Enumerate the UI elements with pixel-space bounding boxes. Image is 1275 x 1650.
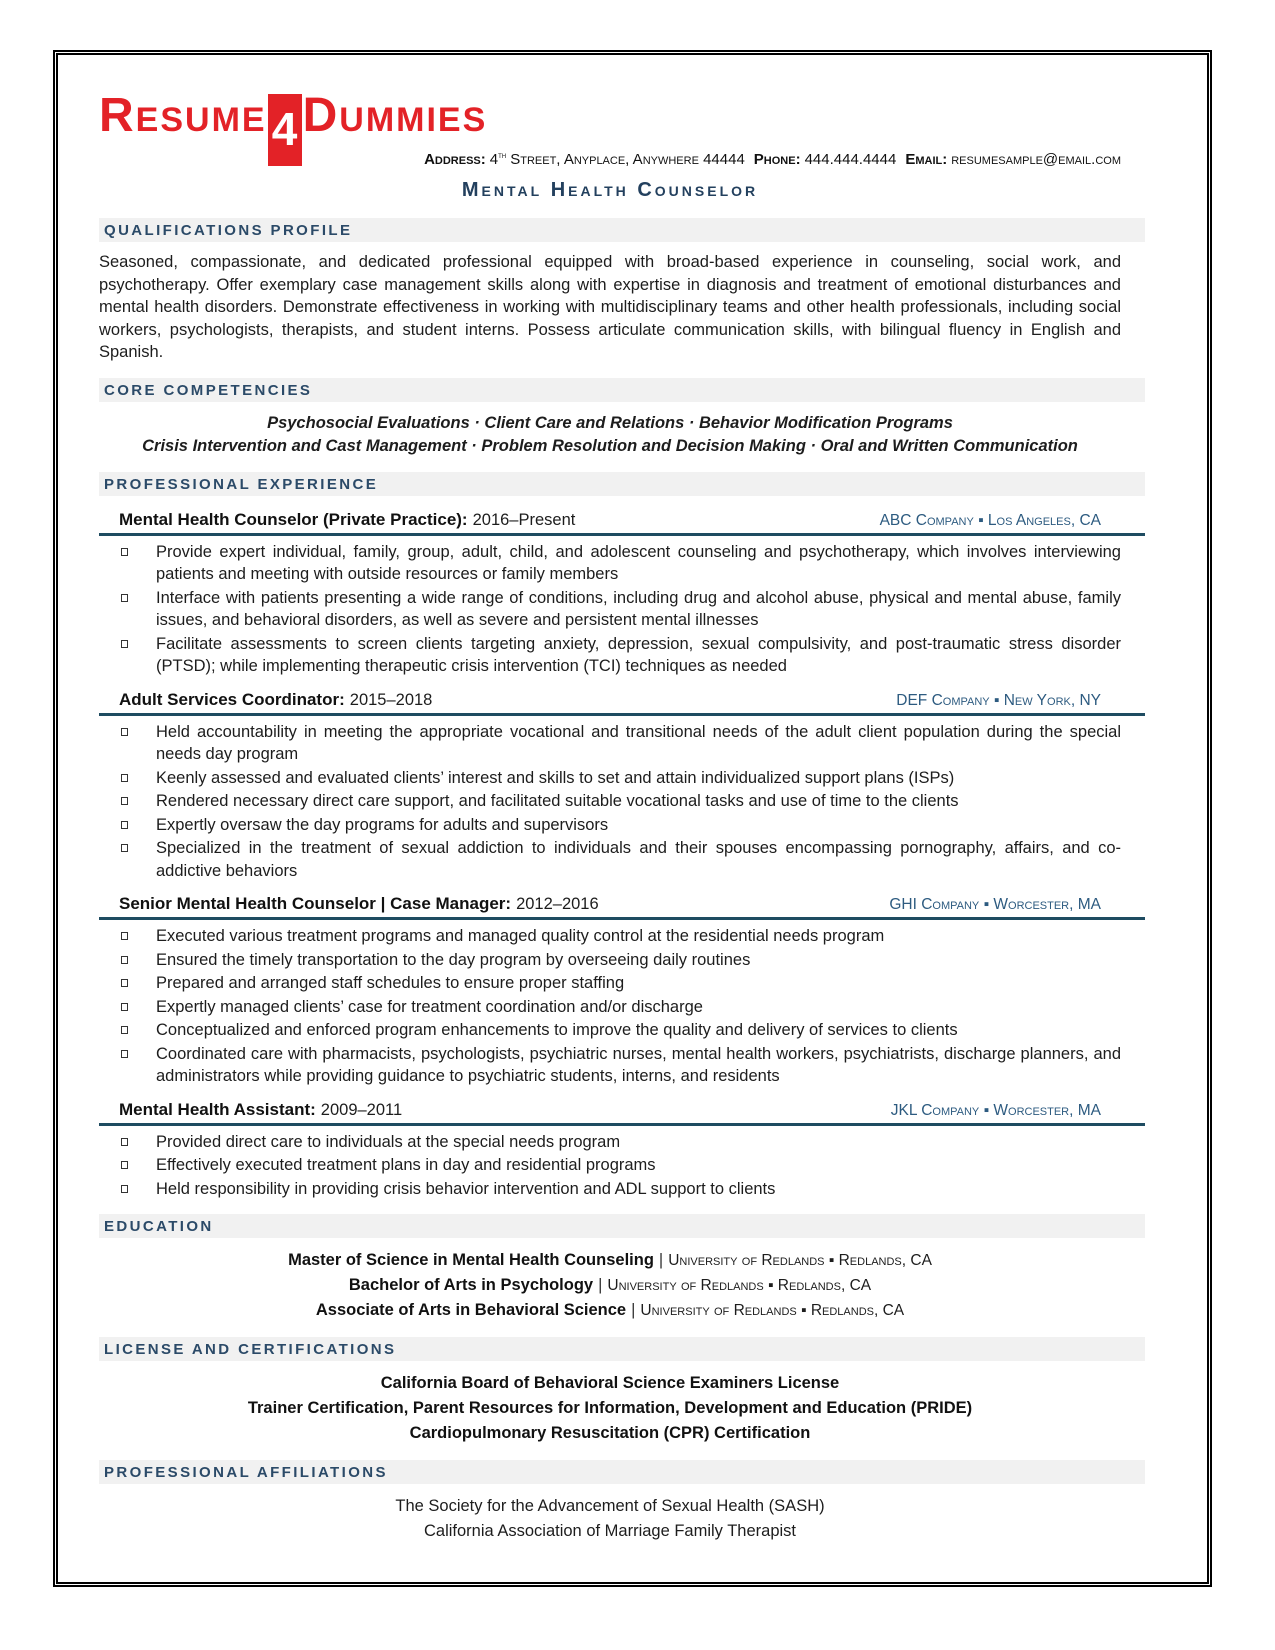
job-bullet — [99, 633, 1145, 678]
job-bullet — [99, 541, 1145, 586]
square-bullet-icon — [121, 1138, 128, 1146]
section-heading-license: LICENSE AND CERTIFICATIONS — [99, 1337, 1145, 1361]
job-bullet — [99, 767, 1145, 790]
job-dates: 2016–Present — [472, 510, 576, 529]
bullet-text: Expertly oversaw the day programs for adults and supervisors — [156, 815, 609, 834]
separator: | — [598, 1276, 603, 1294]
job-bullet-list — [99, 1131, 1145, 1201]
license-list — [99, 1371, 1121, 1446]
square-bullet-icon — [121, 774, 128, 782]
bullet-text: Expertly managed clients’ case for treatment coordination and/or discharge — [156, 997, 703, 1016]
logo-digit-4: 4 — [268, 94, 302, 166]
page-title: Mental Health Counselor — [461, 179, 759, 201]
section-heading-competencies: CORE COMPETENCIES — [99, 378, 1145, 402]
bullet-text: Provide expert individual, family, group, adult, child, and adolescent counseling and psychotherapy, which involves interviewing patients and meeting with outside resources or family members — [156, 542, 1121, 583]
bullet-text: Conceptualized and enforced program enhancements to improve the quality and delivery of services to clients — [156, 1021, 958, 1039]
job-header — [99, 510, 1145, 536]
square-bullet-icon — [121, 797, 128, 805]
separator: | — [631, 1301, 636, 1319]
degree-name: Bachelor of Arts in Psychology — [348, 1276, 594, 1294]
job-title-line — [119, 510, 575, 530]
job-entry-4 — [99, 1100, 1145, 1201]
square-bullet-icon — [121, 1026, 128, 1034]
logo-word-resume: RESUME — [99, 89, 267, 142]
job-header — [99, 690, 1145, 716]
education-list — [99, 1248, 1121, 1323]
job-title: Mental Health Assistant: — [119, 1099, 316, 1119]
job-bullet — [99, 814, 1145, 837]
job-bullet — [99, 721, 1145, 766]
job-bullet-list — [99, 925, 1145, 1088]
bullet-text: Keenly assessed and evaluated clients’ interest and skills to set and attain individualized support plans (ISPs) — [156, 768, 955, 787]
bullet-text: Prepared and arranged staff schedules to ensure proper staffing — [156, 974, 625, 992]
job-bullet — [99, 1178, 1145, 1201]
education-entry — [99, 1248, 1121, 1273]
square-bullet-icon — [121, 1003, 128, 1011]
bullet-text: Executed various treatment programs and managed quality control at the residential needs program — [156, 927, 885, 945]
square-bullet-icon — [121, 1185, 128, 1193]
certification-entry: California Board of Behavioral Science Examiners License — [380, 1374, 840, 1392]
job-bullet — [99, 587, 1145, 632]
job-company: DEF Company ▪ New York, NY — [896, 691, 1101, 709]
square-bullet-icon — [121, 844, 128, 852]
education-entry — [99, 1273, 1121, 1298]
address-value: Street, Anyplace, Anywhere 44444 — [510, 151, 745, 168]
job-header — [99, 894, 1145, 920]
job-bullet — [99, 837, 1145, 882]
address-ordinal: th — [498, 150, 507, 160]
square-bullet-icon — [121, 1050, 128, 1058]
competencies-list — [99, 412, 1121, 458]
job-bullet — [99, 790, 1145, 813]
job-bullet — [99, 925, 1145, 948]
job-title-line — [119, 1100, 402, 1120]
job-title: Mental Health Counselor (Private Practice): — [119, 509, 468, 529]
email-label: Email: — [905, 151, 948, 168]
bullet-text: Facilitate assessments to screen clients targeting anxiety, depression, sexual compulsivity, and post-traumatic stress disorder (PTSD); while implementing therapeutic crisis intervention (TCI) techniques as needed — [156, 634, 1121, 675]
section-heading-education: EDUCATION — [99, 1214, 1145, 1238]
bullet-text: Provided direct care to individuals at the special needs program — [156, 1132, 621, 1151]
resume-content — [99, 74, 1145, 1544]
square-bullet-icon — [121, 640, 128, 648]
contact-line — [99, 144, 1121, 171]
email-value: resumesample@email.com — [951, 151, 1121, 168]
competency-line: Psychosocial Evaluations · Client Care and Relations · Behavior Modification Programs — [267, 413, 953, 432]
phone-label: Phone: — [753, 151, 801, 168]
job-bullet — [99, 1154, 1145, 1177]
job-company: ABC Company ▪ Los Angeles, CA — [879, 511, 1101, 529]
square-bullet-icon — [121, 594, 128, 602]
school-name: University of Redlands ▪ Redlands, CA — [668, 1252, 932, 1269]
bullet-text: Effectively executed treatment plans in day and residential programs — [156, 1156, 656, 1174]
bullet-text: Coordinated care with pharmacists, psychologists, psychiatric nurses, mental health workers, psychiatrists, discharge planners, and administrators while providing guidance to psychiatric students, interns, and residents — [156, 1044, 1121, 1085]
square-bullet-icon — [121, 548, 128, 556]
affiliations-list — [99, 1494, 1121, 1544]
section-heading-qualifications: QUALIFICATIONS PROFILE — [99, 218, 1145, 242]
job-title: Adult Services Coordinator: — [119, 689, 345, 709]
bullet-text: Rendered necessary direct care support, and facilitated suitable vocational tasks and use of time to the clients — [156, 792, 959, 810]
separator: | — [658, 1251, 664, 1269]
bullet-text: Specialized in the treatment of sexual addiction to individuals and their spouses encompassing pornography, affairs, and co-addictive behaviors — [156, 839, 1121, 880]
job-title-line — [119, 894, 599, 914]
page-border-frame — [53, 50, 1212, 1587]
qualifications-paragraph: Seasoned, compassionate, and dedicated professional equipped with broad-based experience in counseling, social work, and psychotherapy. Offer exemplary case management skills along with expertise in diagnosis and treatment of emotional disturbances and mental health disorders. Demonstrate effectiveness in working with multidisciplinary teams and other health professionals, including social workers, psychologists, therapists, and student interns. Possess articulate communication skills, with bilingual fluency in English and Spanish. — [99, 253, 1121, 361]
degree-name: Master of Science in Mental Health Counseling — [288, 1251, 654, 1269]
education-entry — [99, 1298, 1121, 1323]
section-heading-experience: PROFESSIONAL EXPERIENCE — [99, 472, 1145, 496]
address-number: 4 — [489, 151, 499, 168]
square-bullet-icon — [121, 932, 128, 940]
square-bullet-icon — [121, 1161, 128, 1169]
job-entry-1 — [99, 510, 1145, 678]
square-bullet-icon — [121, 821, 128, 829]
square-bullet-icon — [121, 728, 128, 736]
bullet-text: Ensured the timely transportation to the day program by overseeing daily routines — [156, 950, 751, 969]
job-entry-2 — [99, 690, 1145, 883]
address-label: Address: — [424, 151, 486, 168]
certification-entry: Cardiopulmonary Resuscitation (CPR) Certification — [409, 1424, 811, 1442]
section-heading-affiliations: PROFESSIONAL AFFILIATIONS — [99, 1460, 1145, 1484]
job-bullet-list — [99, 541, 1145, 678]
job-company: GHI Company ▪ Worcester, MA — [889, 896, 1101, 913]
degree-name: Associate of Arts in Behavioral Science — [315, 1301, 627, 1319]
bullet-text: Interface with patients presenting a wide range of conditions, including drug and alcohol abuse, physical and mental abuse, family issues, and behavioral disorders, as well as severe and persistent mental illnesses — [156, 588, 1121, 629]
affiliation-entry: The Society for the Advancement of Sexual Health (SASH) — [395, 1497, 825, 1515]
competency-line: Crisis Intervention and Cast Management · Problem Resolution and Decision Making · Oral and Written Communication — [142, 436, 1078, 455]
job-dates: 2009–2011 — [320, 1100, 403, 1119]
job-dates: 2015–2018 — [349, 690, 433, 709]
affiliation-entry: California Association of Marriage Family Therapist — [423, 1522, 796, 1540]
job-dates: 2012–2016 — [516, 895, 599, 913]
job-entry-3 — [99, 894, 1145, 1088]
job-bullet — [99, 996, 1145, 1019]
job-title: Senior Mental Health Counselor | Case Manager: — [119, 894, 512, 913]
square-bullet-icon — [121, 979, 128, 987]
job-bullet — [99, 1019, 1145, 1042]
job-header — [99, 1100, 1145, 1126]
school-name: University of Redlands ▪ Redlands, CA — [640, 1302, 905, 1319]
bullet-text: Held responsibility in providing crisis behavior intervention and ADL support to clients — [156, 1179, 776, 1198]
job-bullet — [99, 949, 1145, 972]
job-bullet-list — [99, 721, 1145, 883]
certification-entry: Trainer Certification, Parent Resources for Information, Development and Education (PRIDE) — [247, 1399, 973, 1417]
school-name: University of Redlands ▪ Redlands, CA — [607, 1277, 872, 1294]
job-bullet — [99, 1043, 1145, 1088]
phone-value: 444.444.4444 — [804, 151, 897, 168]
job-title-line — [119, 690, 432, 710]
job-bullet — [99, 972, 1145, 995]
job-bullet — [99, 1131, 1145, 1154]
job-company: JKL Company ▪ Worcester, MA — [890, 1101, 1101, 1119]
logo-word-dummies: DUMMIES — [302, 89, 488, 142]
bullet-text: Held accountability in meeting the appropriate vocational and transitional needs of the adult client population during the special needs day program — [156, 722, 1121, 763]
square-bullet-icon — [121, 956, 128, 964]
